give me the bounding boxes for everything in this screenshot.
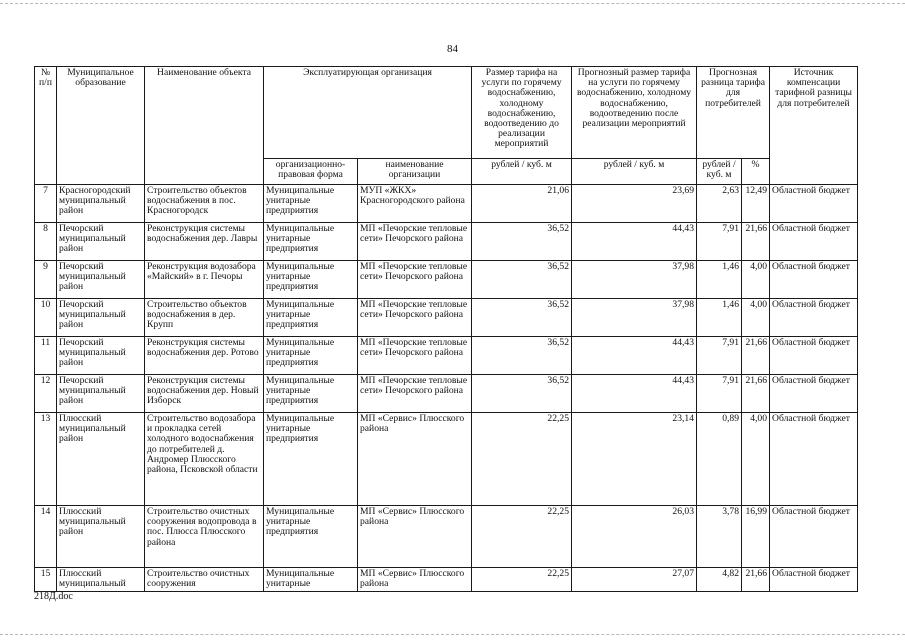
header-tariff-forecast: Прогнозный размер тарифа на услуги по горячему водоснабжению, холодному водоснабжению, водоотведению после реализации мероприятий [572, 67, 697, 159]
cell-legal-form: Муниципальные унитарные предприятия [264, 337, 358, 375]
table-row [35, 413, 858, 506]
cell-tariff-forecast: 23,14 [572, 413, 697, 506]
cell-municipality: Плюсский муниципальный район [57, 413, 145, 506]
cell-diff-percent: 12,49 [742, 185, 770, 223]
cell-object: Строительство объектов водоснабжения в дер. Крупп [145, 299, 264, 337]
cell-tariff-current: 21,06 [472, 185, 572, 223]
scan-edge-bottom [0, 634, 905, 635]
cell-tariff-forecast: 44,43 [572, 375, 697, 413]
cell-source: Областной бюджет [770, 375, 858, 413]
table-header-row [35, 67, 858, 159]
cell-num: 11 [35, 337, 57, 375]
cell-source: Областной бюджет [770, 337, 858, 375]
cell-tariff-forecast: 44,43 [572, 337, 697, 375]
cell-diff-rub: 0,89 [697, 413, 742, 506]
cell-num: 15 [35, 568, 57, 592]
subheader-unit-diff: рублей / куб. м [697, 159, 742, 185]
cell-diff-percent: 21,66 [742, 223, 770, 261]
cell-object: Реконструкция водозабора «Майский» в г. Печоры [145, 261, 264, 299]
cell-municipality: Печорский муниципальный район [57, 299, 145, 337]
header-municipality: Муниципальное образование [57, 67, 145, 185]
cell-legal-form: Муниципальные унитарные [264, 568, 358, 592]
cell-org-name: МП «Печорские тепловые сети» Печорского района [358, 337, 472, 375]
cell-object: Реконструкция системы водоснабжения дер. Новый Изборск [145, 375, 264, 413]
header-tariff-current: Размер тарифа на услуги по горячему водоснабжению, холодному водоснабжению, водоотведению до реализации мероприятий [472, 67, 572, 159]
cell-legal-form: Муниципальные унитарные предприятия [264, 223, 358, 261]
cell-diff-percent: 4,00 [742, 413, 770, 506]
header-tariff-diff: Прогнозная разница тарифа для потребителей [697, 67, 770, 159]
cell-org-name: МП «Сервис» Плюсского района [358, 413, 472, 506]
cell-diff-percent: 21,66 [742, 375, 770, 413]
cell-num: 13 [35, 413, 57, 506]
cell-object: Реконструкция системы водоснабжения дер. Ротово [145, 337, 264, 375]
table-row [35, 506, 858, 568]
cell-tariff-forecast: 26,03 [572, 506, 697, 568]
cell-source: Областной бюджет [770, 261, 858, 299]
cell-legal-form: Муниципальные унитарные предприятия [264, 185, 358, 223]
cell-tariff-forecast: 37,98 [572, 261, 697, 299]
cell-diff-rub: 7,91 [697, 337, 742, 375]
cell-object: Строительство очистных сооружения [145, 568, 264, 592]
page-number: 84 [447, 43, 458, 55]
cell-legal-form: Муниципальные унитарные предприятия [264, 506, 358, 568]
cell-diff-rub: 2,63 [697, 185, 742, 223]
cell-source: Областной бюджет [770, 185, 858, 223]
cell-tariff-forecast: 23,69 [572, 185, 697, 223]
cell-legal-form: Муниципальные унитарные предприятия [264, 299, 358, 337]
cell-num: 10 [35, 299, 57, 337]
cell-org-name: МП «Сервис» Плюсского района [358, 568, 472, 592]
cell-diff-rub: 7,91 [697, 223, 742, 261]
cell-tariff-forecast: 27,07 [572, 568, 697, 592]
cell-object: Строительство водозабора и прокладка сетей холодного водоснабжения до потребителей д. Андромер Плюсского района, Псковской области [145, 413, 264, 506]
cell-diff-rub: 3,78 [697, 506, 742, 568]
footer-filename: 218Д.doc [34, 591, 73, 602]
tariff-table [34, 66, 858, 592]
cell-tariff-forecast: 37,98 [572, 299, 697, 337]
scan-edge-top [0, 3, 905, 4]
cell-municipality: Плюсский муниципальный [57, 568, 145, 592]
cell-diff-rub: 1,46 [697, 299, 742, 337]
cell-org-name: МП «Печорские тепловые сети» Печорского района [358, 223, 472, 261]
cell-diff-rub: 7,91 [697, 375, 742, 413]
table-row [35, 223, 858, 261]
cell-tariff-current: 36,52 [472, 299, 572, 337]
cell-municipality: Печорский муниципальный район [57, 337, 145, 375]
cell-diff-percent: 21,66 [742, 337, 770, 375]
table-row [35, 337, 858, 375]
cell-diff-rub: 4,82 [697, 568, 742, 592]
header-source: Источник компенсации тарифной разницы для потребителей [770, 67, 858, 185]
cell-tariff-current: 36,52 [472, 337, 572, 375]
cell-legal-form: Муниципальные унитарные предприятия [264, 261, 358, 299]
cell-tariff-current: 22,25 [472, 413, 572, 506]
cell-org-name: МП «Печорские тепловые сети» Печорского района [358, 299, 472, 337]
cell-tariff-forecast: 44,43 [572, 223, 697, 261]
cell-municipality: Печорский муниципальный район [57, 375, 145, 413]
cell-org-name: МП «Печорские тепловые сети» Печорского района [358, 375, 472, 413]
cell-org-name: МУП «ЖКХ» Красногородского района [358, 185, 472, 223]
cell-object: Строительство очистных сооружения водопровода в пос. Плюсса Плюсского района [145, 506, 264, 568]
table-row [35, 568, 858, 592]
subheader-unit-forecast: рублей / куб. м [572, 159, 697, 185]
cell-municipality: Красногородский муниципальный район [57, 185, 145, 223]
cell-diff-percent: 21,66 [742, 568, 770, 592]
cell-tariff-current: 36,52 [472, 223, 572, 261]
cell-source: Областной бюджет [770, 506, 858, 568]
cell-object: Реконструкция системы водоснабжения дер. Лавры [145, 223, 264, 261]
cell-num: 12 [35, 375, 57, 413]
cell-num: 7 [35, 185, 57, 223]
cell-tariff-current: 22,25 [472, 506, 572, 568]
subheader-unit-current: рублей / куб. м [472, 159, 572, 185]
cell-org-name: МП «Сервис» Плюсского района [358, 506, 472, 568]
cell-diff-rub: 1,46 [697, 261, 742, 299]
cell-legal-form: Муниципальные унитарные предприятия [264, 413, 358, 506]
cell-diff-percent: 4,00 [742, 299, 770, 337]
header-num: № п/п [35, 67, 57, 185]
cell-source: Областной бюджет [770, 299, 858, 337]
table-row [35, 299, 858, 337]
cell-num: 14 [35, 506, 57, 568]
cell-legal-form: Муниципальные унитарные предприятия [264, 375, 358, 413]
cell-source: Областной бюджет [770, 223, 858, 261]
cell-tariff-current: 22,25 [472, 568, 572, 592]
subheader-legal-form: организационно-правовая форма [264, 159, 358, 185]
cell-object: Строительство объектов водоснабжения в пос. Красногородск [145, 185, 264, 223]
cell-municipality: Печорский муниципальный район [57, 223, 145, 261]
cell-source: Областной бюджет [770, 413, 858, 506]
table-row [35, 375, 858, 413]
table-row [35, 261, 858, 299]
cell-tariff-current: 36,52 [472, 261, 572, 299]
cell-org-name: МП «Печорские тепловые сети» Печорского района [358, 261, 472, 299]
subheader-percent: % [742, 159, 770, 185]
cell-source: Областной бюджет [770, 568, 858, 592]
cell-tariff-current: 36,52 [472, 375, 572, 413]
cell-num: 8 [35, 223, 57, 261]
cell-municipality: Плюсский муниципальный район [57, 506, 145, 568]
cell-diff-percent: 16,99 [742, 506, 770, 568]
header-operator: Эксплуатирующая организация [264, 67, 472, 159]
subheader-org-name: наименование организации [358, 159, 472, 185]
table-row [35, 185, 858, 223]
cell-diff-percent: 4,00 [742, 261, 770, 299]
cell-num: 9 [35, 261, 57, 299]
header-object-name: Наименование объекта [145, 67, 264, 185]
cell-municipality: Печорский муниципальный район [57, 261, 145, 299]
